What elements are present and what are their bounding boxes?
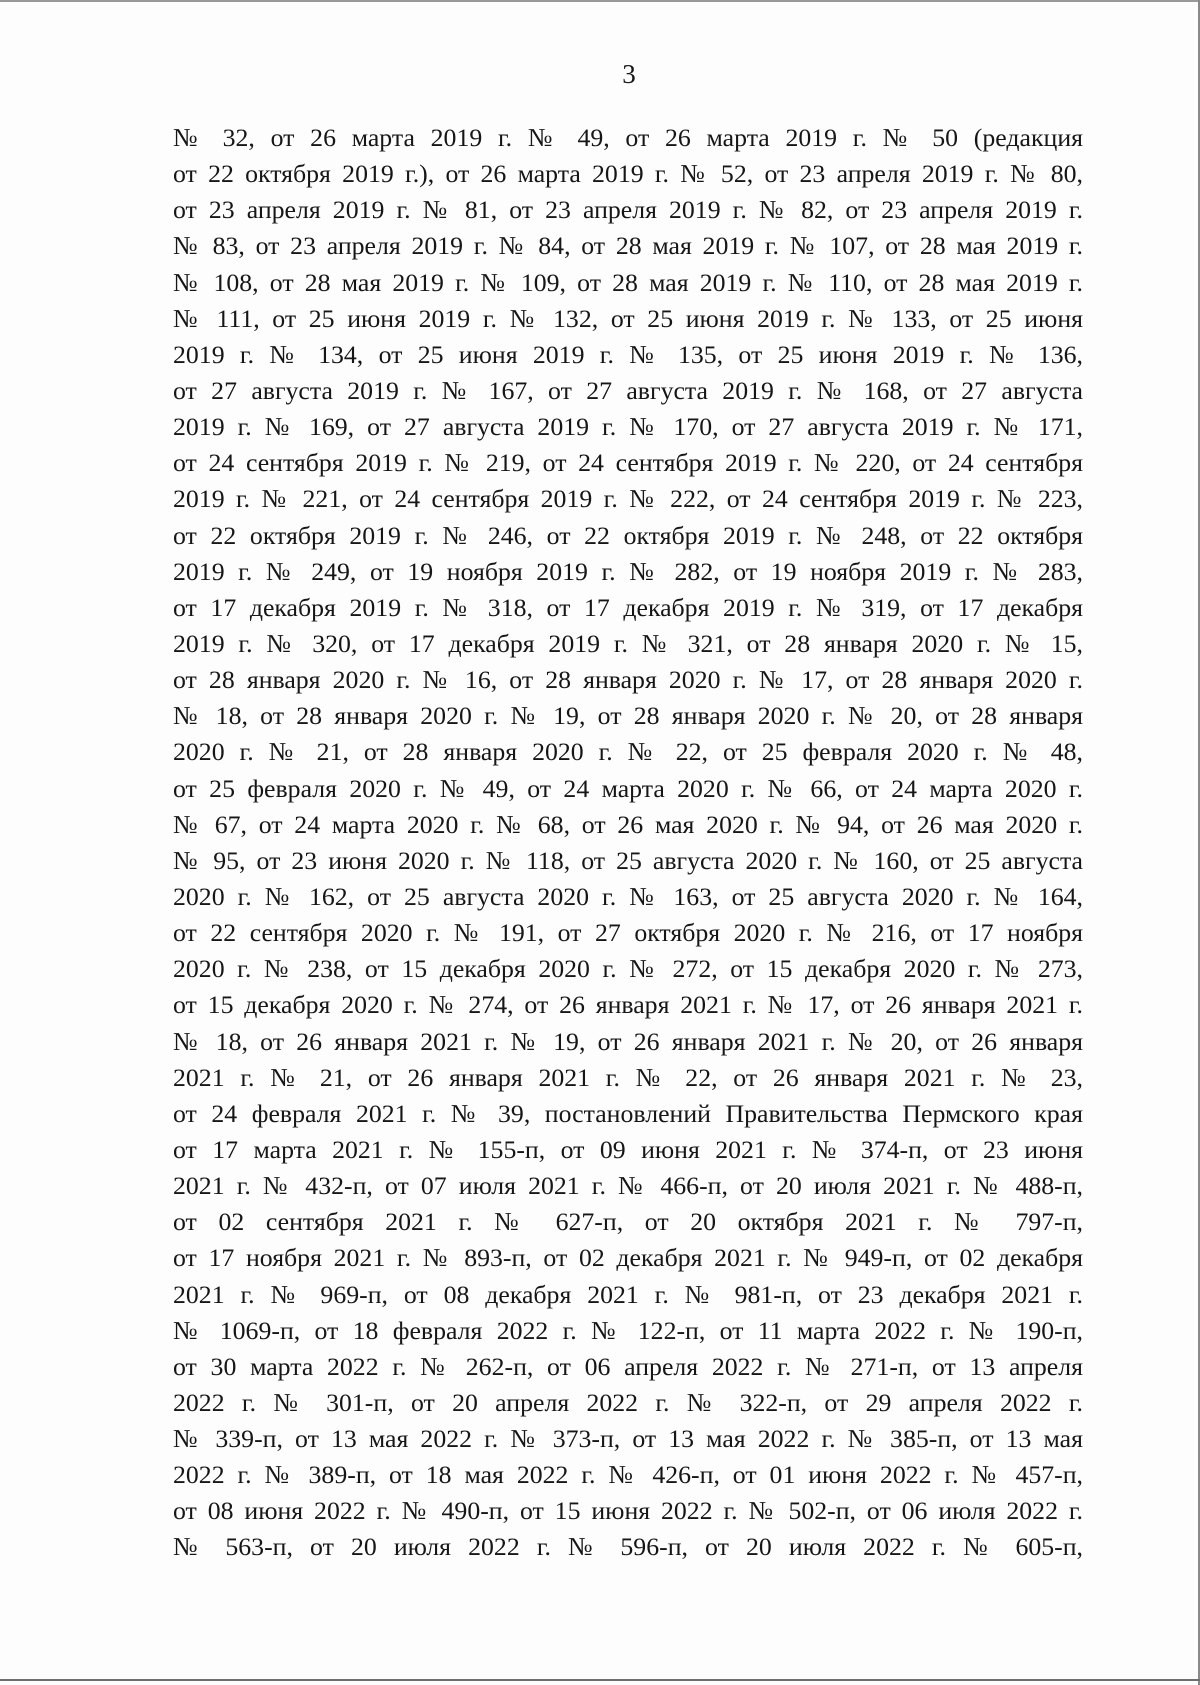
text-line: от 23 апреля 2019 г. № 81, от 23 апреля 2019 г. № 82, от 23 апреля 2019 г. <box>173 195 1083 225</box>
text-line: 2019 г. № 169, от 27 августа 2019 г. № 170, от 27 августа 2019 г. № 171, <box>173 412 1083 442</box>
text-line: 2019 г. № 134, от 25 июня 2019 г. № 135, от 25 июня 2019 г. № 136, <box>173 339 1083 369</box>
text-line: от 30 марта 2022 г. № 262-п, от 06 апреля 2022 г. № 271-п, от 13 апреля <box>173 1351 1083 1381</box>
page-number: 3 <box>622 59 636 89</box>
text-line: от 22 сентября 2020 г. № 191, от 27 октября 2020 г. № 216, от 17 ноября <box>173 918 1083 948</box>
text-line: № 339-п, от 13 мая 2022 г. № 373-п, от 13 мая 2022 г. № 385-п, от 13 мая <box>173 1424 1083 1454</box>
text-line: 2020 г. № 162, от 25 августа 2020 г. № 163, от 25 августа 2020 г. № 164, <box>173 881 1083 911</box>
text-line: от 27 августа 2019 г. № 167, от 27 августа 2019 г. № 168, от 27 августа <box>173 375 1083 405</box>
text-line: от 22 октября 2019 г.), от 26 марта 2019 г. № 52, от 23 апреля 2019 г. № 80, <box>173 159 1083 189</box>
text-line: от 22 октября 2019 г. № 246, от 22 октября 2019 г. № 248, от 22 октября <box>173 520 1083 550</box>
text-line: от 17 марта 2021 г. № 155-п, от 09 июня 2021 г. № 374-п, от 23 июня <box>173 1134 1083 1164</box>
scan-edge-top <box>0 0 1200 2</box>
text-line: № 18, от 26 января 2021 г. № 19, от 26 января 2021 г. № 20, от 26 января <box>173 1026 1083 1056</box>
text-line: № 563-п, от 20 июля 2022 г. № 596-п, от 20 июля 2022 г. № 605-п, <box>173 1532 1083 1562</box>
text-line: 2021 г. № 969-п, от 08 декабря 2021 г. № 981-п, от 23 декабря 2021 г. <box>173 1279 1083 1309</box>
text-line: 2019 г. № 221, от 24 сентября 2019 г. № 222, от 24 сентября 2019 г. № 223, <box>173 484 1083 514</box>
text-line: 2021 г. № 432-п, от 07 июля 2021 г. № 466-п, от 20 июля 2021 г. № 488-п, <box>173 1171 1083 1201</box>
text-line: № 95, от 23 июня 2020 г. № 118, от 25 августа 2020 г. № 160, от 25 августа <box>173 845 1083 875</box>
text-line: от 24 февраля 2021 г. № 39, постановлений Правительства Пермского края <box>173 1098 1083 1128</box>
text-line: № 32, от 26 марта 2019 г. № 49, от 26 марта 2019 г. № 50 (редакция <box>173 123 1083 152</box>
text-line: № 83, от 23 апреля 2019 г. № 84, от 28 мая 2019 г. № 107, от 28 мая 2019 г. <box>173 231 1083 261</box>
text-line: № 67, от 24 марта 2020 г. № 68, от 26 мая 2020 г. № 94, от 26 мая 2020 г. <box>173 809 1083 839</box>
text-line: № 1069-п, от 18 февраля 2022 г. № 122-п, от 11 марта 2022 г. № 190-п, <box>173 1315 1083 1345</box>
text-line: № 108, от 28 мая 2019 г. № 109, от 28 мая 2019 г. № 110, от 28 мая 2019 г. <box>173 267 1083 297</box>
text-line: 2019 г. № 249, от 19 ноября 2019 г. № 282, от 19 ноября 2019 г. № 283, <box>173 556 1083 586</box>
text-line: 2020 г. № 21, от 28 января 2020 г. № 22, от 25 февраля 2020 г. № 48, <box>173 737 1083 767</box>
text-line: от 15 декабря 2020 г. № 274, от 26 января 2021 г. № 17, от 26 января 2021 г. <box>173 990 1083 1020</box>
body-text <box>173 120 1083 1566</box>
text-line: от 24 сентября 2019 г. № 219, от 24 сентября 2019 г. № 220, от 24 сентября <box>173 448 1083 478</box>
text-line: от 17 декабря 2019 г. № 318, от 17 декабря 2019 г. № 319, от 17 декабря <box>173 592 1083 622</box>
text-line: 2022 г. № 389-п, от 18 мая 2022 г. № 426-п, от 01 июня 2022 г. № 457-п, <box>173 1460 1083 1490</box>
text-line: от 17 ноября 2021 г. № 893-п, от 02 декабря 2021 г. № 949-п, от 02 декабря <box>173 1243 1083 1273</box>
text-line: от 25 февраля 2020 г. № 49, от 24 марта 2020 г. № 66, от 24 марта 2020 г. <box>173 773 1083 803</box>
text-line: № 111, от 25 июня 2019 г. № 132, от 25 июня 2019 г. № 133, от 25 июня <box>173 303 1083 333</box>
text-line: 2019 г. № 320, от 17 декабря 2019 г. № 321, от 28 января 2020 г. № 15, <box>173 628 1083 658</box>
text-line: № 18, от 28 января 2020 г. № 19, от 28 января 2020 г. № 20, от 28 января <box>173 701 1083 731</box>
text-line: 2022 г. № 301-п, от 20 апреля 2022 г. № 322-п, от 29 апреля 2022 г. <box>173 1387 1083 1417</box>
scan-edge-bottom <box>0 1679 1200 1681</box>
text-line: от 08 июня 2022 г. № 490-п, от 15 июня 2022 г. № 502-п, от 06 июля 2022 г. <box>173 1496 1083 1526</box>
text-line: 2020 г. № 238, от 15 декабря 2020 г. № 272, от 15 декабря 2020 г. № 273, <box>173 954 1083 984</box>
text-line: от 28 января 2020 г. № 16, от 28 января 2020 г. № 17, от 28 января 2020 г. <box>173 665 1083 695</box>
text-line: от 02 сентября 2021 г. № 627-п, от 20 октября 2021 г. № 797-п, <box>173 1207 1083 1237</box>
text-line: 2021 г. № 21, от 26 января 2021 г. № 22, от 26 января 2021 г. № 23, <box>173 1062 1083 1092</box>
